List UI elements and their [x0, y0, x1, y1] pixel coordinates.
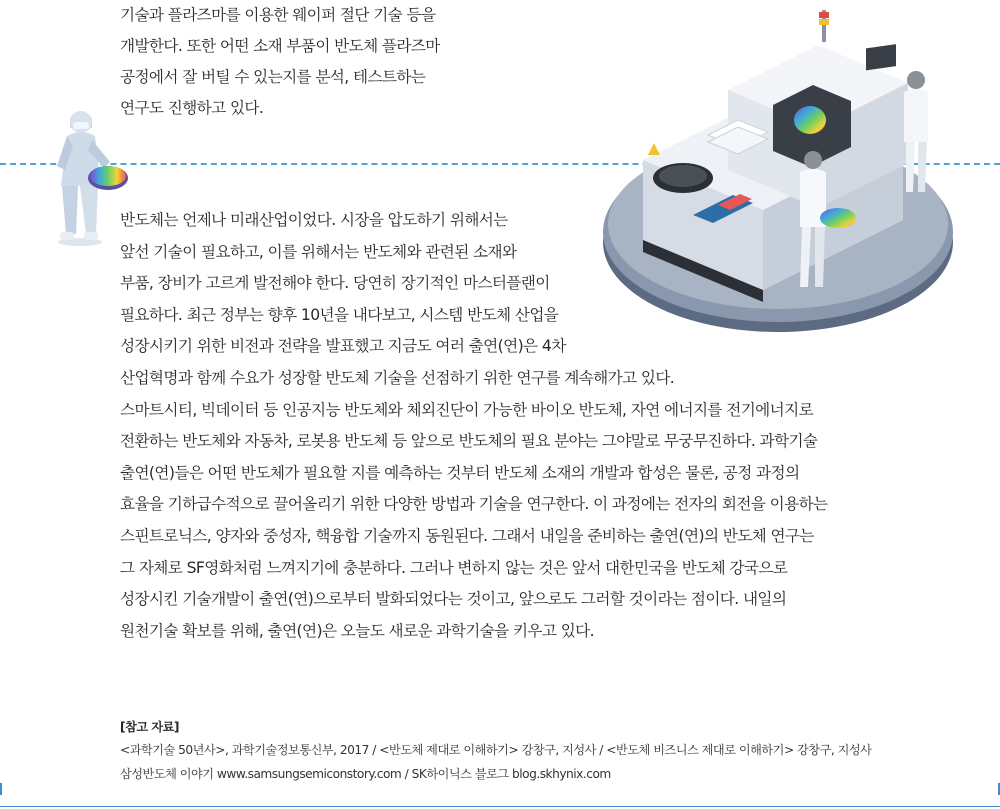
- text-line: 필요하다. 최근 정부는 향후 10년을 내다보고, 시스템 반도체 산업을: [120, 305, 559, 324]
- text-line: 부품, 장비가 고르게 발전해야 한다. 당연히 장기적인 마스터플랜이: [120, 274, 550, 293]
- left-margin-mark: [0, 783, 2, 795]
- text-line: 기술과 플라즈마를 이용한 웨이퍼 절단 기술 등을: [120, 6, 436, 24]
- text-line: 연구도 진행하고 있다.: [120, 99, 264, 117]
- text-line: 반도체는 언제나 미래산업이었다. 시장을 압도하기 위해서는: [120, 211, 508, 229]
- text-line: 성장시키기 위한 비전과 전략을 발표했고 지금도 여러 출연(연)은 4차: [120, 337, 566, 356]
- text-line: 출연(연)들은 어떤 반도체가 필요할 지를 예측하는 것부터 반도체 소재의 개발과 합성은 물론, 공정 과정의: [120, 463, 800, 482]
- text-line: 효율을 기하급수적으로 끌어올리기 위한 다양한 방법과 기술을 연구한다. 이 과정에는 전자의 회전을 이용하는: [120, 495, 828, 514]
- text-line: 그 자체로 SF영화처럼 느껴지기에 충분하다. 그러나 변하지 않는 것은 앞서 대한민국을 반도체 강국으로: [120, 558, 788, 577]
- bottom-rule: [0, 806, 1000, 807]
- references-section: [120, 716, 871, 786]
- wafer-icon: [88, 166, 128, 190]
- text-line: 앞선 기술이 필요하고, 이를 위해서는 반도체와 관련된 소재와: [120, 242, 517, 261]
- body-paragraph: [120, 205, 828, 647]
- text-line: 원천기술 확보를 위해, 출연(연)은 오늘도 새로운 과학기술을 키우고 있다.: [120, 621, 594, 640]
- text-line: 스마트시티, 빅데이터 등 인공지능 반도체와 체외진단이 가능한 바이오 반도체, 자연 에너지를 전기에너지로: [120, 400, 814, 419]
- text-line: 산업혁명과 함께 수요가 성장할 반도체 기술을 선점하기 위한 연구를 계속해가고 있다.: [120, 368, 675, 387]
- text-line: 성장시킨 기술개발이 출연(연)으로부터 발화되었다는 것이고, 앞으로도 그러할 것이라는 점이다. 내일의: [120, 590, 787, 609]
- text-line: 스핀트로닉스, 양자와 중성자, 핵융합 기술까지 동원된다. 그래서 내일을 준비하는 출연(연)의 반도체 연구는: [120, 526, 814, 545]
- references-title: [참고 자료]: [120, 720, 179, 734]
- intro-paragraph: [120, 0, 440, 124]
- text-line: 개발한다. 또한 어떤 소재 부품이 반도체 플라즈마: [120, 37, 440, 55]
- text-line: 전환하는 반도체와 자동차, 로봇용 반도체 등 앞으로 반도체의 필요 분야는 그야말로 무궁무진하다. 과학기술: [120, 432, 818, 451]
- reference-line: 삼성반도체 이야기 www.samsungsemiconstory.com / SK하이닉스 블로그 blog.skhynix.com: [120, 767, 611, 781]
- reference-line: <과학기술 50년사>, 과학기술정보통신부, 2017 / <반도체 제대로 이해하기> 강창구, 지성사 / <반도체 비즈니스 제대로 이해하기> 강창구, 지성사: [120, 743, 872, 757]
- text-line: 공정에서 잘 버틸 수 있는지를 분석, 테스트하는: [120, 68, 426, 86]
